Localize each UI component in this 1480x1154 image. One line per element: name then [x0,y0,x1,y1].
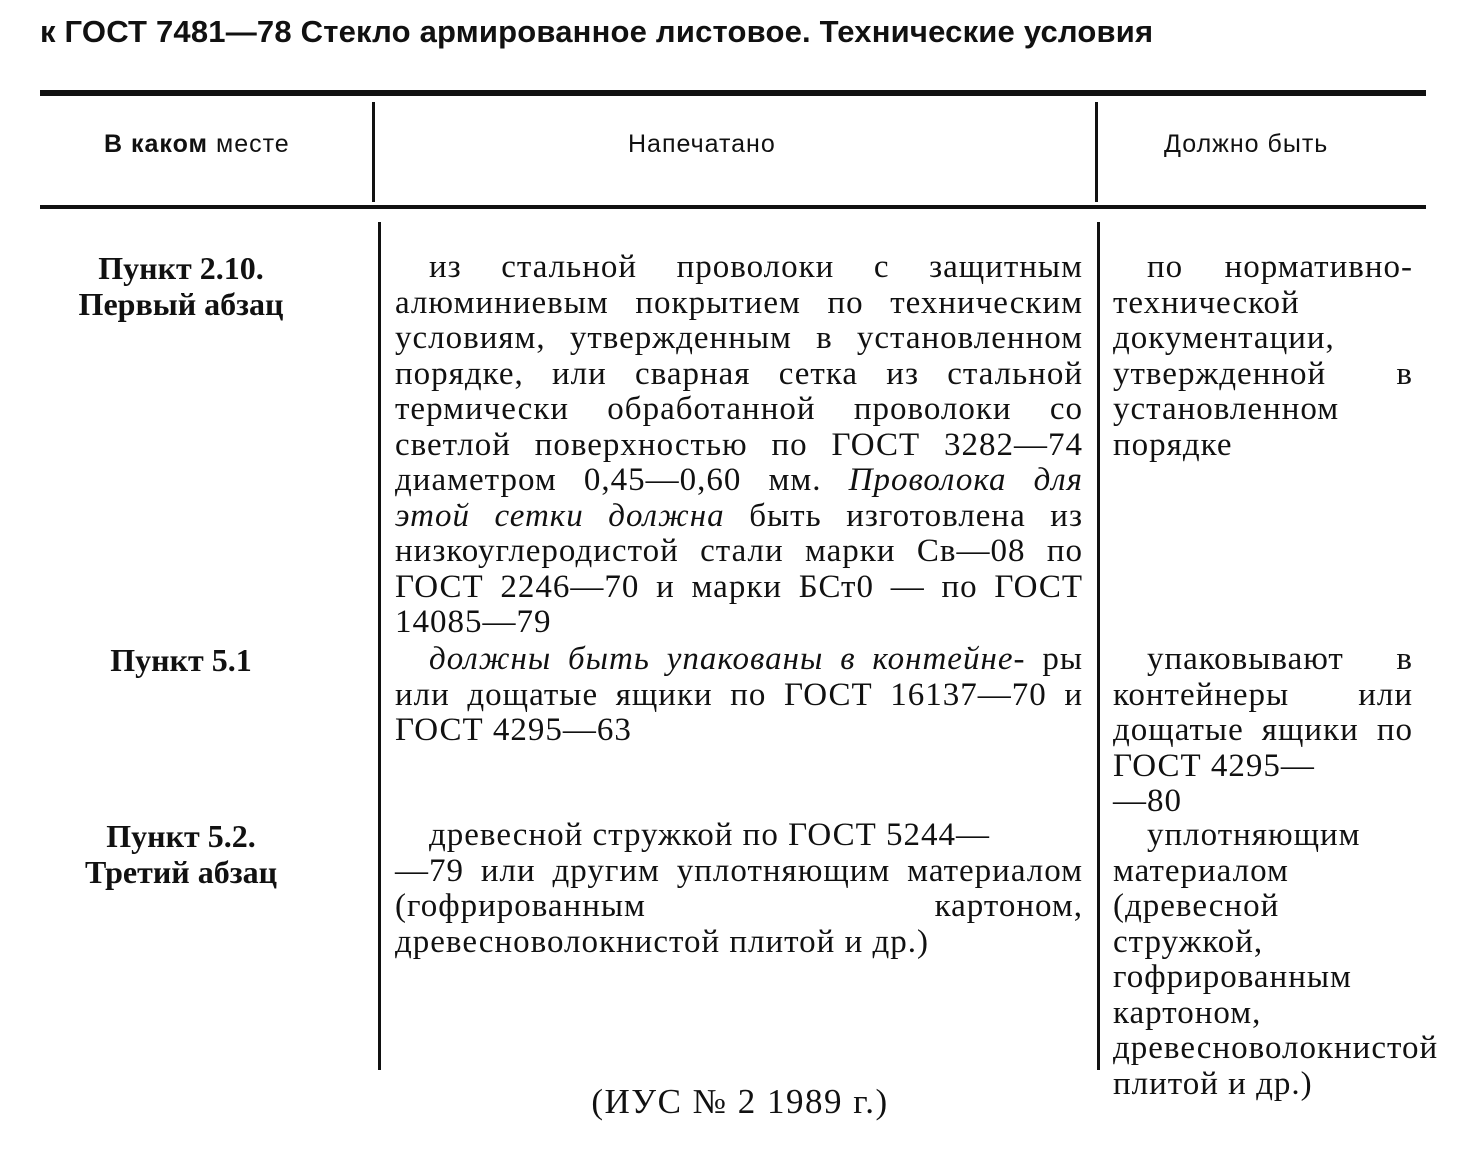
column-header-where-rest: месте [216,130,290,158]
row-1-should-be: по нормативно-технической документации, утвержденной в установленном порядке [1113,249,1413,463]
row-2-printed-tail: ры или дощатые ящики по ГОСТ 16137—70 и ГОСТ 4295—63 [395,641,1084,748]
row-3-should-be: уплотняющим материалом (древесной стружкой, гофрированным картоном, древесноволокнистой плитой и др.) [1113,817,1439,1102]
row-2-printed [395,642,1083,749]
body-divider-1 [378,222,381,1070]
row-3-where: Пункт 5.2. Третий абзац [84,818,277,890]
column-header-printed: Напечатано [628,130,776,158]
row-1-printed [395,250,1083,641]
column-header-should-be: Должно быть [1164,130,1329,158]
column-header-where [104,130,290,159]
row-2-should-be: упаковывают в контейнеры или дощатые ящики по ГОСТ 4295— —80 [1113,641,1413,819]
row-3-printed: древесной стружкой по ГОСТ 5244— —79 или другим уплотняющим материалом (гофрированным картоном, древесноволокнистой плитой и др.) [395,817,1083,960]
row-1-printed-main: из стальной проволоки с защитным алюминиевым покрытием по техническим условиям, утвержденным в установленном порядке, или сварная сетка из стальной термически обработанной проволоки со светлой поверхностью по ГОСТ 3282—74 диаметром 0,45—0,60 мм. [395,249,1083,498]
column-header-where-bold: В каком [104,130,209,158]
row-2-where: Пункт 5.1 [110,642,252,678]
row-1-printed-italic: Проволока для этой сетки должна [395,462,1084,534]
row-1-printed-tail: быть изготовлена из низкоуглеродистой стали марки Св—08 по ГОСТ 2246—70 и марки БСт0 — по ГОСТ 14085—79 [395,497,1084,640]
page-title: к ГОСТ 7481—78 Стекло армированное листовое. Технические условия [40,14,1154,49]
header-divider-1 [372,102,375,202]
body-divider-2 [1097,222,1100,1070]
row-2-printed-italic: должны быть упакованы в контейне- [429,641,1026,677]
table-top-rule [40,90,1426,96]
header-bottom-rule [40,205,1426,209]
row-1-where: Пункт 2.10. Первый абзац [78,250,284,322]
header-divider-2 [1095,102,1098,202]
footer-note: (ИУС № 2 1989 г.) [591,1082,889,1121]
